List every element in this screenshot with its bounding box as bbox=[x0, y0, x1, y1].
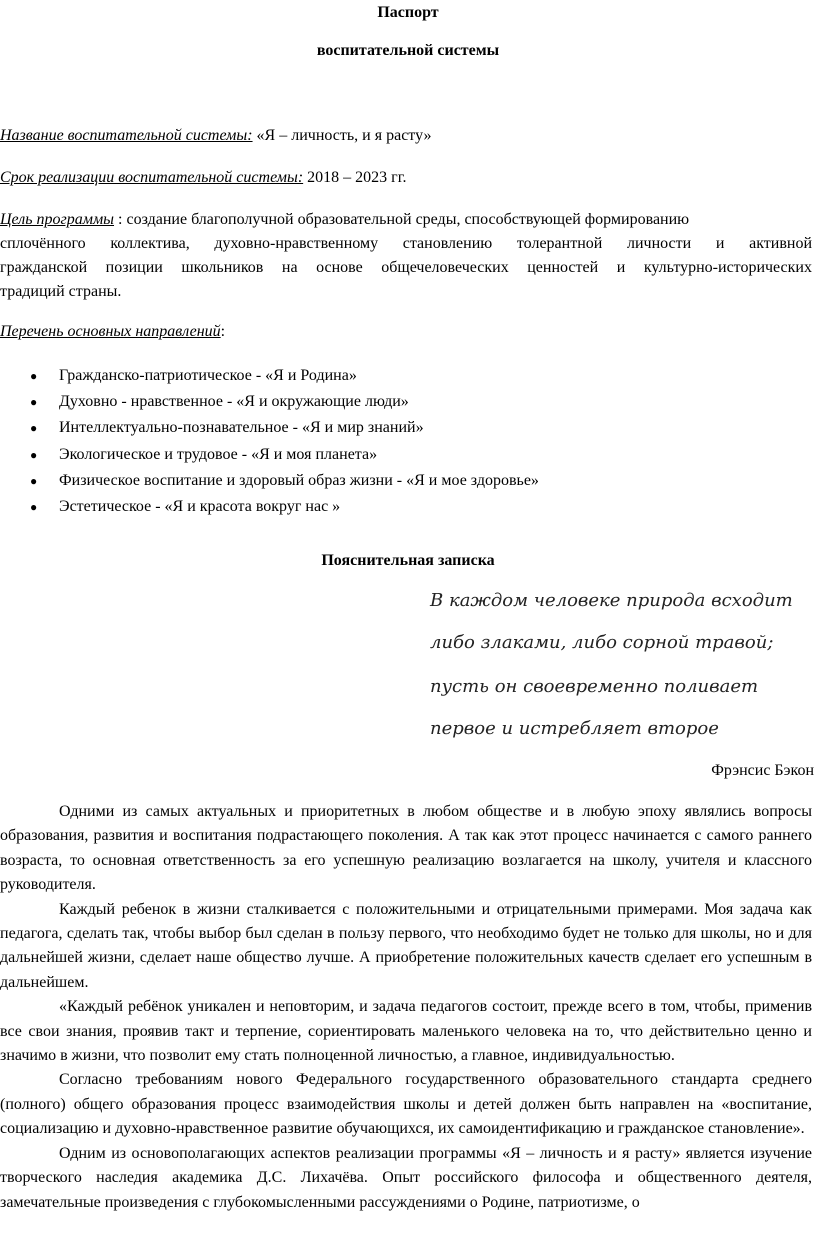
system-name-value: «Я – личность, и я расту» bbox=[252, 127, 432, 144]
bullet-icon: ● bbox=[30, 421, 38, 436]
system-name-row bbox=[0, 124, 812, 148]
term-row bbox=[0, 166, 812, 190]
direction-text: Экологическое и трудовое - «Я и моя планета» bbox=[59, 445, 378, 463]
list-item bbox=[0, 364, 812, 390]
goal-line-1 bbox=[0, 208, 812, 232]
paragraph: Согласно требованиям нового Федерального государственного образовательного стандарта среднего (полного) общего образования процесс взаимодействия школы и детей должен быть направлен на «воспитание, социализацию и духовно-нравственное развитие обучающихся, их самоидентификацию и гражданское становление». bbox=[0, 1071, 812, 1138]
directions-label: Перечень основных направлений bbox=[0, 323, 221, 340]
term-label: Срок реализации воспитательной системы: bbox=[0, 169, 304, 186]
bullet-icon: ● bbox=[30, 499, 38, 514]
goal-label: Цель программы bbox=[0, 211, 115, 228]
epigraph-line-3: пусть он своевременно поливает bbox=[430, 676, 759, 697]
paragraph: Каждый ребенок в жизни сталкивается с положительными и отрицательными примерами. Моя задача как педагога, сделать так, чтобы выбор был сделан в пользу первого, что необходимо будет не только для школы, но и для дальнейшей жизни, сделает наше общество лучше. А приобретение положительных качеств сделает его успешным в дальнейшем. bbox=[0, 900, 812, 991]
epigraph-line-1: В каждом человеке природа всходит bbox=[430, 590, 793, 611]
bullet-icon: ● bbox=[30, 369, 38, 383]
directions-list bbox=[0, 364, 812, 521]
system-name-label: Название воспитательной системы: bbox=[0, 127, 253, 144]
bullet-icon: ● bbox=[30, 473, 38, 488]
direction-text: Гражданско-патриотическое - «Я и Родина» bbox=[59, 367, 357, 384]
note-title: Пояснительная записка bbox=[321, 552, 495, 569]
page-subtitle: воспитательной системы bbox=[316, 42, 500, 59]
paragraph: Одними из самых актуальных и приоритетных в любом обществе и в любую эпоху являлись вопросы образования, развития и воспитания подрастающего поколения. А так как этот процесс начинается с самого раннего возраста, то основная ответственность за его успешную реализацию возлагается на школу, учителя и классного руководителя. bbox=[0, 803, 812, 894]
goal-text-1: : создание благополучной образовательной среды, способствующей формированию bbox=[114, 211, 690, 228]
list-item bbox=[0, 443, 812, 469]
goal-line-3: гражданской позиции школьников на основе общечеловеческих ценностей и культурно-исторических bbox=[0, 259, 812, 276]
direction-text: Интеллектуально-познавательное - «Я и мир знаний» bbox=[59, 419, 424, 437]
direction-text: Духовно - нравственное - «Я и окружающие люди» bbox=[59, 393, 409, 411]
term-value: 2018 – 2023 гг. bbox=[303, 169, 407, 186]
paragraph: Одним из основополагающих аспектов реализации программы «Я – личность и я расту» является изучение творческого наследия академика Д.С. Лихачёва. Опыт российского философа и общественного деятеля, замечательные произведения с глубокомысленными рассуждениями о Родине, патриотизме, о bbox=[0, 1144, 812, 1211]
goal-line-4: традиций страны. bbox=[0, 283, 122, 300]
direction-text: Эстетическое - «Я и красота вокруг нас » bbox=[59, 497, 341, 515]
epigraph-line-4: первое и истребляет второе bbox=[430, 718, 719, 739]
bullet-icon: ● bbox=[30, 447, 38, 462]
bullet-icon: ● bbox=[30, 395, 38, 410]
direction-text: Физическое воспитание и здоровый образ жизни - «Я и мое здоровье» bbox=[59, 471, 539, 489]
note-body bbox=[0, 800, 812, 1215]
directions-heading bbox=[0, 320, 812, 344]
list-item bbox=[0, 495, 812, 521]
list-item bbox=[0, 469, 812, 495]
list-item bbox=[0, 390, 812, 416]
epigraph-line-2: либо злаками, либо сорной травой; bbox=[430, 632, 774, 653]
paragraph: «Каждый ребёнок уникален и неповторим, и задача педагогов состоит, прежде всего в том, чтобы, применив все свои знания, проявив такт и терпение, сориентировать маленького человека на то, что действительно ценно и значимо в жизни, что позволит ему стать полноценной личностью, а главное, индивидуальностью. bbox=[0, 998, 812, 1065]
directions-colon: : bbox=[220, 323, 226, 340]
epigraph-author: Фрэнсис Бэкон bbox=[711, 762, 814, 779]
page-title: Паспорт bbox=[377, 4, 439, 21]
list-item bbox=[0, 416, 812, 442]
goal-line-2: сплочённого коллектива, духовно-нравственному становлению толерантной личности и активной bbox=[0, 235, 812, 252]
